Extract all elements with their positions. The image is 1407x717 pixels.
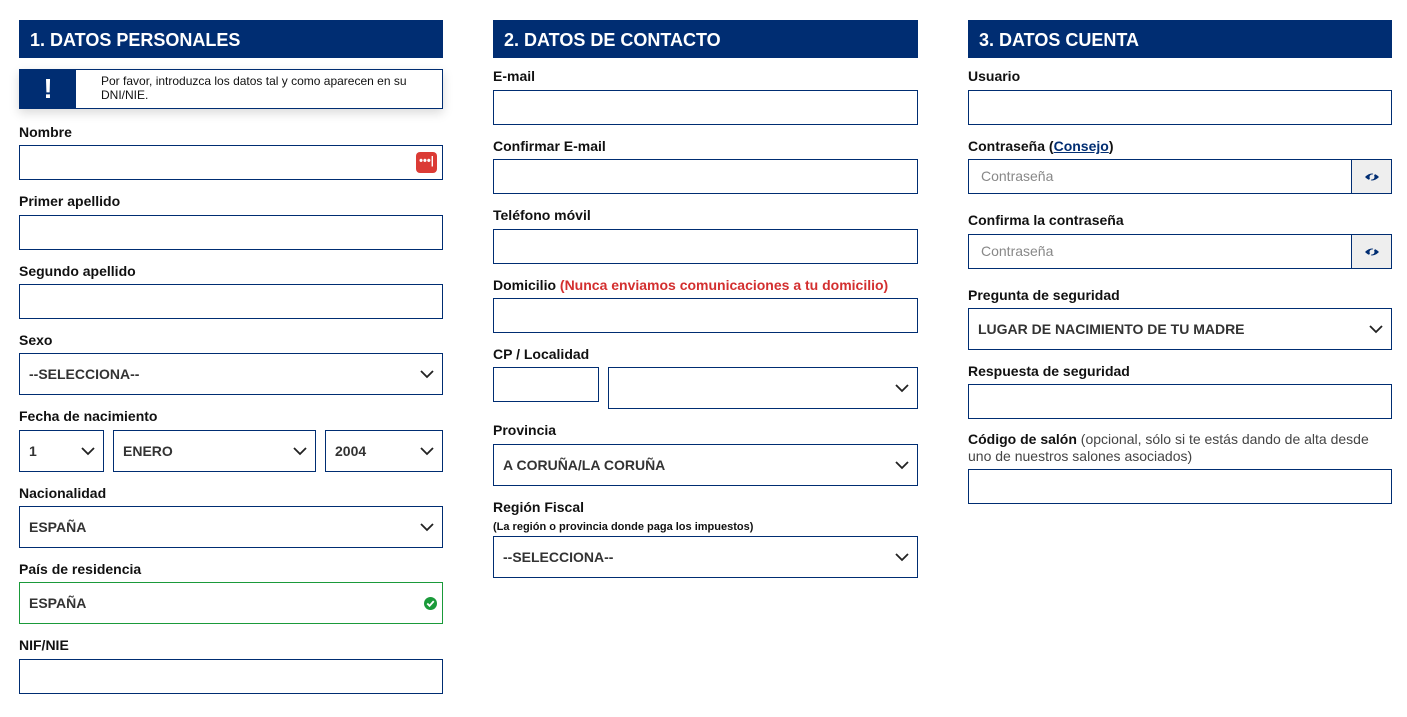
nombre-input[interactable]: [19, 145, 443, 180]
label-confirm-password: Confirma la contraseña: [968, 212, 1124, 228]
toggle-password-button[interactable]: [1351, 160, 1391, 193]
nif-input[interactable]: [19, 659, 443, 694]
usuario-input[interactable]: [968, 90, 1392, 125]
email-input[interactable]: [493, 90, 918, 125]
region-select[interactable]: [493, 536, 918, 578]
label-usuario: Usuario: [968, 68, 1021, 84]
day-select[interactable]: [19, 430, 104, 472]
chevron-down-icon: [1369, 322, 1383, 336]
region-note: (La región o provincia donde paga los impuestos): [493, 521, 754, 533]
localidad-select[interactable]: [608, 367, 918, 409]
consejo-link[interactable]: Consejo: [1053, 138, 1109, 154]
label-nif: NIF/NIE: [19, 637, 69, 653]
password-input[interactable]: [968, 159, 1392, 194]
region-value: --SELECCIONA--: [503, 549, 614, 565]
label-pais: País de residencia: [19, 561, 142, 577]
label-primer-apellido: Primer apellido: [19, 193, 121, 209]
segundo-apellido-input[interactable]: [19, 284, 443, 319]
month-value: ENERO: [123, 443, 173, 459]
nacionalidad-select[interactable]: [19, 506, 443, 548]
cp-input[interactable]: [493, 367, 599, 402]
eye-slash-icon: [1364, 169, 1380, 185]
sexo-select[interactable]: [19, 353, 443, 395]
section-header-contact: 2. DATOS DE CONTACTO: [493, 20, 918, 58]
pais-value: ESPAÑA: [29, 595, 87, 611]
provincia-select[interactable]: [493, 444, 918, 486]
label-domicilio: [493, 277, 888, 293]
chevron-down-icon: [420, 444, 434, 458]
pais-select[interactable]: [19, 582, 443, 624]
domicilio-input[interactable]: [493, 298, 918, 333]
password-manager-icon[interactable]: •••|: [416, 152, 437, 173]
nacionalidad-value: ESPAÑA: [29, 519, 87, 535]
section-header-account: 3. DATOS CUENTA: [968, 20, 1392, 58]
password-label-text: Contraseña (: [968, 138, 1054, 154]
label-codigo: [968, 431, 1392, 465]
chevron-down-icon: [81, 444, 95, 458]
toggle-confirm-password-button[interactable]: [1351, 235, 1391, 268]
label-pregunta: Pregunta de seguridad: [968, 287, 1120, 303]
label-confirm-email: Confirmar E-mail: [493, 138, 606, 154]
month-select[interactable]: [113, 430, 316, 472]
alert-text: Por favor, introduzca los datos tal y como aparecen en su DNI/NIE.: [101, 74, 407, 102]
check-circle-icon: [424, 597, 437, 610]
chevron-down-icon: [293, 444, 307, 458]
exclamation-icon: !: [20, 70, 76, 108]
confirm-email-input[interactable]: [493, 159, 918, 194]
pregunta-select[interactable]: [968, 308, 1392, 350]
codigo-input[interactable]: [968, 469, 1392, 504]
chevron-down-icon: [895, 458, 909, 472]
year-value: 2004: [335, 443, 367, 459]
day-value: 1: [29, 443, 37, 459]
label-provincia: Provincia: [493, 422, 557, 438]
label-fecha: Fecha de nacimiento: [19, 408, 158, 424]
label-password: [968, 138, 1113, 154]
eye-slash-icon: [1364, 244, 1380, 260]
label-respuesta: Respuesta de seguridad: [968, 363, 1130, 379]
chevron-down-icon: [420, 367, 434, 381]
sexo-value: --SELECCIONA--: [29, 366, 140, 382]
codigo-label-text: Código de salón: [968, 431, 1077, 447]
label-telefono: Teléfono móvil: [493, 207, 591, 223]
label-nacionalidad: Nacionalidad: [19, 485, 107, 501]
password-label-close: ): [1108, 138, 1114, 154]
telefono-input[interactable]: [493, 229, 918, 264]
password-placeholder: Contraseña: [981, 168, 1054, 184]
label-region: Región Fiscal: [493, 499, 585, 515]
codigo-note: (opcional, sólo si te estás dando de alta desde uno de nuestros salones asociados): [968, 431, 1369, 464]
domicilio-note: (Nunca enviamos comunicaciones a tu domicilio): [559, 277, 889, 293]
section-header-personal: 1. DATOS PERSONALES: [19, 20, 443, 58]
info-alert: [19, 69, 443, 109]
label-segundo-apellido: Segundo apellido: [19, 263, 136, 279]
label-cp: CP / Localidad: [493, 346, 590, 362]
provincia-value: A CORUÑA/LA CORUÑA: [503, 457, 666, 473]
chevron-down-icon: [895, 550, 909, 564]
year-select[interactable]: [325, 430, 443, 472]
chevron-down-icon: [420, 520, 434, 534]
label-nombre: Nombre: [19, 124, 72, 140]
confirm-password-placeholder: Contraseña: [981, 243, 1054, 259]
chevron-down-icon: [895, 381, 909, 395]
domicilio-label-text: Domicilio: [493, 277, 557, 293]
primer-apellido-input[interactable]: [19, 215, 443, 250]
pregunta-value: LUGAR DE NACIMIENTO DE TU MADRE: [978, 321, 1245, 337]
label-email: E-mail: [493, 68, 536, 84]
confirm-password-input[interactable]: [968, 234, 1392, 269]
label-sexo: Sexo: [19, 332, 53, 348]
respuesta-input[interactable]: [968, 384, 1392, 419]
